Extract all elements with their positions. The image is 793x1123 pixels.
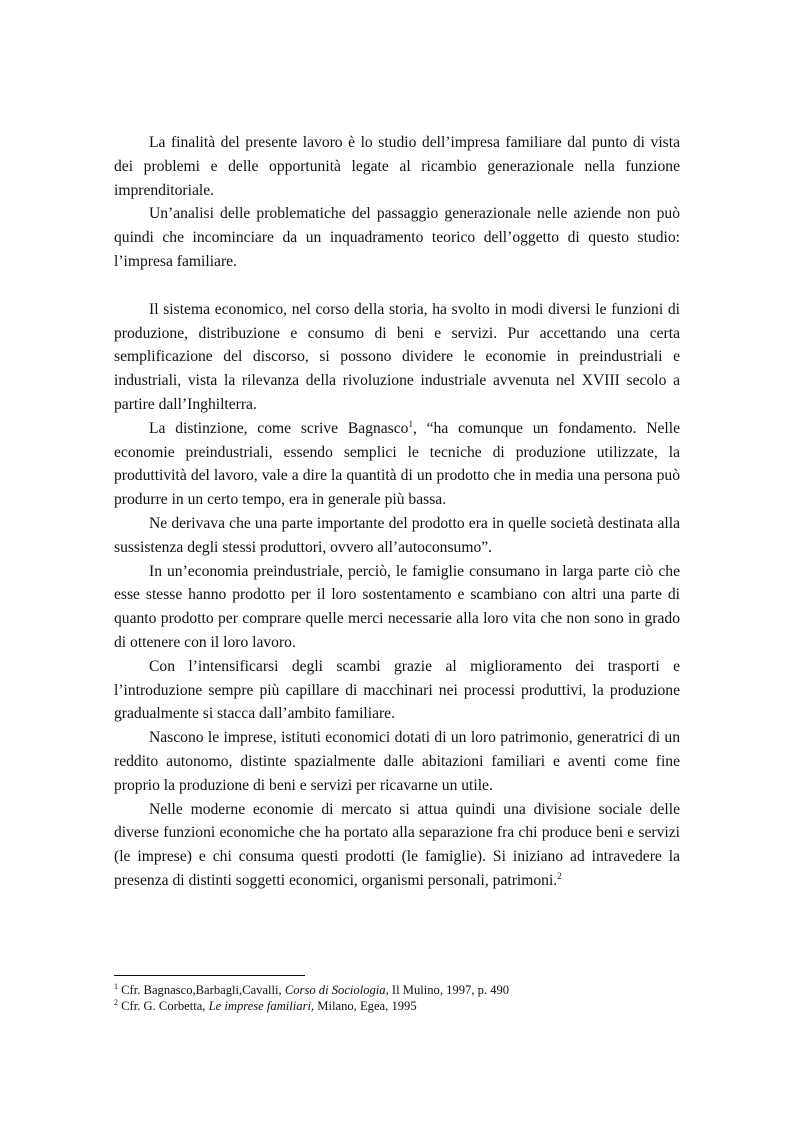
body-text <box>114 131 680 893</box>
paragraph-text: Ne derivava che una parte importante del prodotto era in quelle società destinata alla sussistenza degli stessi produttori, ovvero all’autoconsumo”. <box>114 514 680 556</box>
paragraph-text: , “ha comunque un fondamento. Nelle economie preindustriali, essendo semplici le tecniche di produzione utilizzate, la produttività del lavoro, vale a dire la quantità di un prodotto che in media una persona può produrre in un certo tempo, era in generale più bassa. <box>114 419 680 509</box>
paragraph <box>114 417 680 512</box>
footnote-mark: 2 <box>114 997 118 1007</box>
footnote-separator <box>114 975 305 976</box>
footnotes <box>114 975 680 1014</box>
footnote-text: , Il Mulino, 1997, p. 490 <box>385 983 510 997</box>
paragraph-gap <box>114 274 680 298</box>
footnote-reference[interactable]: 1 <box>408 418 413 429</box>
footnote <box>114 982 680 998</box>
footnote-text: , Milano, Egea, 1995 <box>311 999 417 1013</box>
paragraph <box>114 512 680 560</box>
paragraph <box>114 560 680 655</box>
paragraph-text: La distinzione, come scrive Bagnasco <box>149 419 409 437</box>
paragraph-text: Un’analisi delle problematiche del passaggio generazionale nelle aziende non può quindi che incominciare da un inquadramento teorico dell’oggetto di questo studio: l’impresa familiare. <box>114 205 680 270</box>
paragraph-text: In un’economia preindustriale, perciò, le famiglie consumano in larga parte ciò che esse stesse hanno prodotto per il loro sostentamento e scambiano con altri una parte di quanto prodotto per comprare quelle merci necessarie alla loro vita che non sono in grado di ottenere con il loro lavoro. <box>114 562 680 651</box>
paragraph-text: Nascono le imprese, istituti economici dotati di un loro patrimonio, generatrici di un reddito autonomo, distinte spazialmente dalle abitazioni familiari e aventi come fine proprio la produzione di beni e servizi per ricavarne un utile. <box>114 729 680 794</box>
paragraph-text: Con l’intensificarsi degli scambi grazie al miglioramento dei trasporti e l’introduzione sempre più capillare di macchinari nei processi produttivi, la produzione gradualmente si stacca dall’ambito familiare. <box>114 657 680 723</box>
paragraph <box>114 202 680 273</box>
paragraph <box>114 798 680 893</box>
footnote-title: Corso di Sociologia <box>284 983 386 997</box>
paragraph-text: Il sistema economico, nel corso della storia, ha svolto in modi diversi le funzioni di produzione, distribuzione e consumo di beni e servizi. Pur accettando una certa semplificazione del discorso, si possono dividere le economie in preindustriali e industriali, vista la rilevanza della rivoluzione industriale avvenuta nel XVIII secolo a partire dall’Inghilterra. <box>114 300 680 413</box>
footnote-title: Le imprese familiari <box>208 999 311 1013</box>
footnote-reference[interactable]: 2 <box>557 870 562 881</box>
paragraph <box>114 655 680 726</box>
paragraph <box>114 726 680 797</box>
paragraph <box>114 131 680 202</box>
footnote-text: Cfr. G. Corbetta, <box>121 999 209 1013</box>
footnote-list <box>114 982 680 1014</box>
paragraph <box>114 298 680 417</box>
footnote-mark: 1 <box>114 981 118 991</box>
paragraph-text: La finalità del presente lavoro è lo studio dell’impresa familiare dal punto di vista dei problemi e delle opportunità legate al ricambio generazionale nella funzione imprenditoriale. <box>114 134 680 199</box>
footnote-text: Cfr. Bagnasco,Barbagli,Cavalli, <box>121 983 285 997</box>
paragraph-text: Nelle moderne economie di mercato si attua quindi una divisione sociale delle diverse funzioni economiche che ha portato alla separazione fra chi produce beni e servizi (le imprese) e chi consuma questi prodotti (le famiglie). Si iniziano ad intravedere la presenza di distinti soggetti economici, organismi personali, patrimoni. <box>114 800 680 889</box>
footnote <box>114 998 680 1014</box>
